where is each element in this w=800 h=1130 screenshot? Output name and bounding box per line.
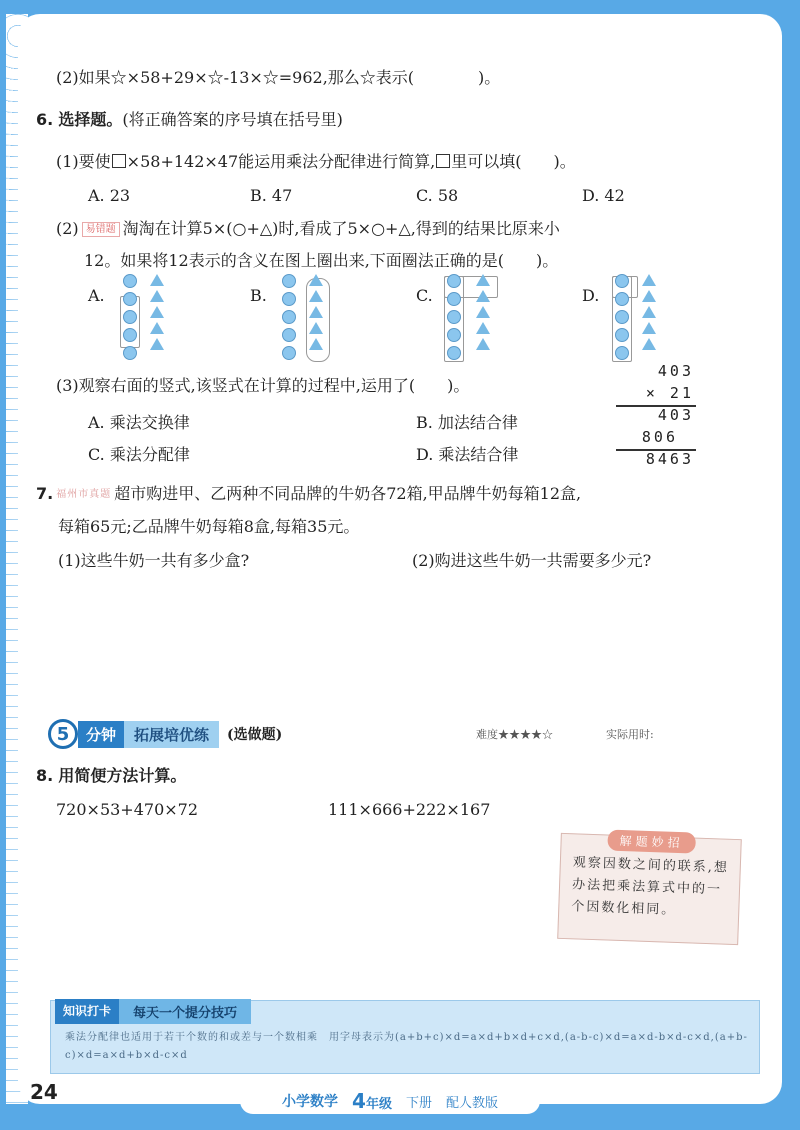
- triangle-column: [476, 274, 490, 350]
- vertical-calc-row: 403: [657, 406, 694, 424]
- q5-part2: (2)如果☆×58+29×☆-13×☆=962,那么☆表示( )。: [56, 68, 501, 87]
- q6-title: 选择题。: [58, 110, 123, 129]
- q8-number: 8.: [36, 766, 54, 785]
- q6-p3-option-d[interactable]: D. 乘法结合律: [416, 445, 519, 464]
- q8-heading: [36, 766, 186, 786]
- q6-p2-label-d[interactable]: D.: [582, 286, 600, 305]
- footer-subject: 小学数学: [282, 1094, 339, 1110]
- q8-expr2: 111×666+222×167: [328, 800, 491, 819]
- circle-icon: [447, 310, 461, 324]
- q6-number: 6.: [36, 110, 54, 129]
- circle-icon: [615, 310, 629, 324]
- q6-p1-option-b[interactable]: B. 47: [250, 186, 293, 205]
- section-title: 拓展培优练: [124, 721, 219, 748]
- q8-title: 用简便方法计算。: [58, 766, 187, 785]
- circle-column: [447, 274, 461, 360]
- triangle-icon: [309, 306, 323, 318]
- q6-note: (将正确答案的序号填在括号里): [122, 110, 343, 129]
- triangle-icon: [642, 274, 656, 286]
- circle-icon: [282, 328, 296, 342]
- circle-icon: [615, 346, 629, 360]
- triangle-column: [309, 274, 323, 350]
- blank-box: [436, 154, 450, 168]
- triangle-icon: [642, 338, 656, 350]
- circle-column: [123, 274, 137, 360]
- minutes-number: 5: [48, 719, 78, 749]
- circle-icon: [447, 274, 461, 288]
- triangle-icon: [476, 306, 490, 318]
- circle-icon: [123, 310, 137, 324]
- q7-sub2: (2)购进这些牛奶一共需要多少元?: [412, 551, 652, 570]
- triangle-icon: [150, 322, 164, 334]
- page-number: 24: [30, 1080, 58, 1104]
- q6-heading: [36, 110, 343, 130]
- triangle-column: [642, 274, 656, 350]
- vertical-calc-row: 806: [641, 428, 678, 446]
- circle-icon: [282, 274, 296, 288]
- triangle-column: [150, 274, 164, 350]
- q6-p2-label-c[interactable]: C.: [416, 286, 433, 305]
- q6-p2-line2: 12。如果将12表示的含义在图上圈出来,下面圈法正确的是( )。: [84, 251, 559, 270]
- circle-icon: [615, 328, 629, 342]
- circle-icon: [282, 292, 296, 306]
- tip-box: [557, 833, 742, 945]
- q6-p3-option-b[interactable]: B. 加法结合律: [416, 413, 518, 432]
- tip-body: 观察因数之间的联系,想办法把乘法算式中的一个因数化相同。: [571, 855, 730, 918]
- triangle-icon: [476, 274, 490, 286]
- knowledge-body: 乘法分配律也适用于若干个数的和或差与一个数相乘 用字母表示为(a+b+c)×d=a×d+b×d+c×d,(a-b-c)×d=a×d-b×d-c×d,(a+b-c)×d=a×d+b×d-c×d: [65, 1032, 748, 1061]
- triangle-icon: [642, 290, 656, 302]
- minutes-label: 分钟: [78, 721, 124, 748]
- worksheet-page: [18, 14, 782, 1104]
- vertical-calc-row: 8463: [645, 450, 694, 468]
- circle-icon: [282, 310, 296, 324]
- q6-p2-line1: [56, 219, 560, 239]
- q6-p1-option-c[interactable]: C. 58: [416, 186, 459, 205]
- q6-p1-pre: (1)要使: [56, 152, 111, 171]
- triangle-icon: [309, 274, 323, 286]
- circle-column: [282, 274, 296, 360]
- q8-expr1: 720×53+470×72: [56, 800, 199, 819]
- wavy-edge: [6, 14, 28, 1104]
- circle-column: [615, 274, 629, 360]
- circle-icon: [447, 292, 461, 306]
- footer-grade-num: 4: [352, 1089, 366, 1113]
- triangle-icon: [309, 290, 323, 302]
- q7-line1: [36, 484, 581, 505]
- triangle-icon: [309, 338, 323, 350]
- q6-p3-option-a[interactable]: A. 乘法交换律: [88, 413, 190, 432]
- q6-p1: [56, 152, 576, 172]
- triangle-icon: [150, 338, 164, 350]
- vertical-calc-row: 403: [657, 362, 694, 380]
- q7-text1: 超市购进甲、乙两种不同品牌的牛奶各72箱,甲品牌牛奶每箱12盒,: [114, 484, 582, 503]
- difficulty-rating: 难度★★★★☆: [476, 728, 553, 741]
- q6-p1-option-a[interactable]: A. 23: [88, 186, 131, 205]
- blank-box: [112, 154, 126, 168]
- footer-grade: [352, 1089, 392, 1113]
- circle-icon: [123, 292, 137, 306]
- vertical-calc-row: × 21: [645, 384, 694, 402]
- q6-p1-post2: 里可以填( )。: [451, 152, 576, 171]
- triangle-icon: [642, 322, 656, 334]
- q7-sub1: (1)这些牛奶一共有多少盒?: [58, 551, 250, 570]
- time-used-label: 实际用时:: [606, 728, 654, 741]
- q6-p1-option-d[interactable]: D. 42: [582, 186, 625, 205]
- circle-icon: [615, 274, 629, 288]
- q6-p3-option-c[interactable]: C. 乘法分配律: [88, 445, 190, 464]
- triangle-icon: [642, 306, 656, 318]
- q6-p2-label-b[interactable]: B.: [250, 286, 267, 305]
- knowledge-header: [55, 999, 251, 1024]
- triangle-icon: [150, 274, 164, 286]
- circle-icon: [447, 328, 461, 342]
- exam-tag: 福州市真题: [56, 489, 112, 500]
- q6-p2-label-a[interactable]: A.: [88, 286, 105, 305]
- circle-icon: [615, 292, 629, 306]
- knowledge-subtitle: 每天一个提分技巧: [119, 999, 251, 1024]
- q6-p2-text1: 淘淘在计算5×(○+△)时,看成了5×○+△,得到的结果比原来小: [122, 219, 560, 238]
- footer-edition: 配人教版: [445, 1095, 498, 1111]
- book-footer: [240, 1088, 540, 1114]
- q6-p2-pre: (2): [56, 219, 79, 238]
- q6-p3-text: (3)观察右面的竖式,该竖式在计算的过程中,运用了( )。: [56, 376, 470, 395]
- q7-line2: 每箱65元;乙品牌牛奶每箱8盒,每箱35元。: [58, 517, 360, 536]
- circle-icon: [447, 346, 461, 360]
- q7-number: 7.: [36, 484, 54, 503]
- section-banner: [48, 721, 282, 747]
- triangle-icon: [309, 322, 323, 334]
- triangle-icon: [150, 306, 164, 318]
- triangle-icon: [476, 338, 490, 350]
- q6-p1-post: ×58+142×47能运用乘法分配律进行简算,: [126, 152, 436, 171]
- circle-icon: [282, 346, 296, 360]
- triangle-icon: [476, 322, 490, 334]
- optional-label: (选做题): [227, 727, 283, 743]
- knowledge-card: [50, 1000, 760, 1074]
- circle-icon: [123, 274, 137, 288]
- triangle-icon: [476, 290, 490, 302]
- circle-icon: [123, 328, 137, 342]
- footer-grade-text: 年级: [365, 1097, 392, 1112]
- tip-heading: 解题妙招: [607, 830, 696, 854]
- knowledge-title: 知识打卡: [55, 999, 119, 1024]
- circle-icon: [123, 346, 137, 360]
- triangle-icon: [150, 290, 164, 302]
- error-prone-tag: 易错题: [82, 222, 120, 237]
- footer-term: 下册: [405, 1095, 432, 1111]
